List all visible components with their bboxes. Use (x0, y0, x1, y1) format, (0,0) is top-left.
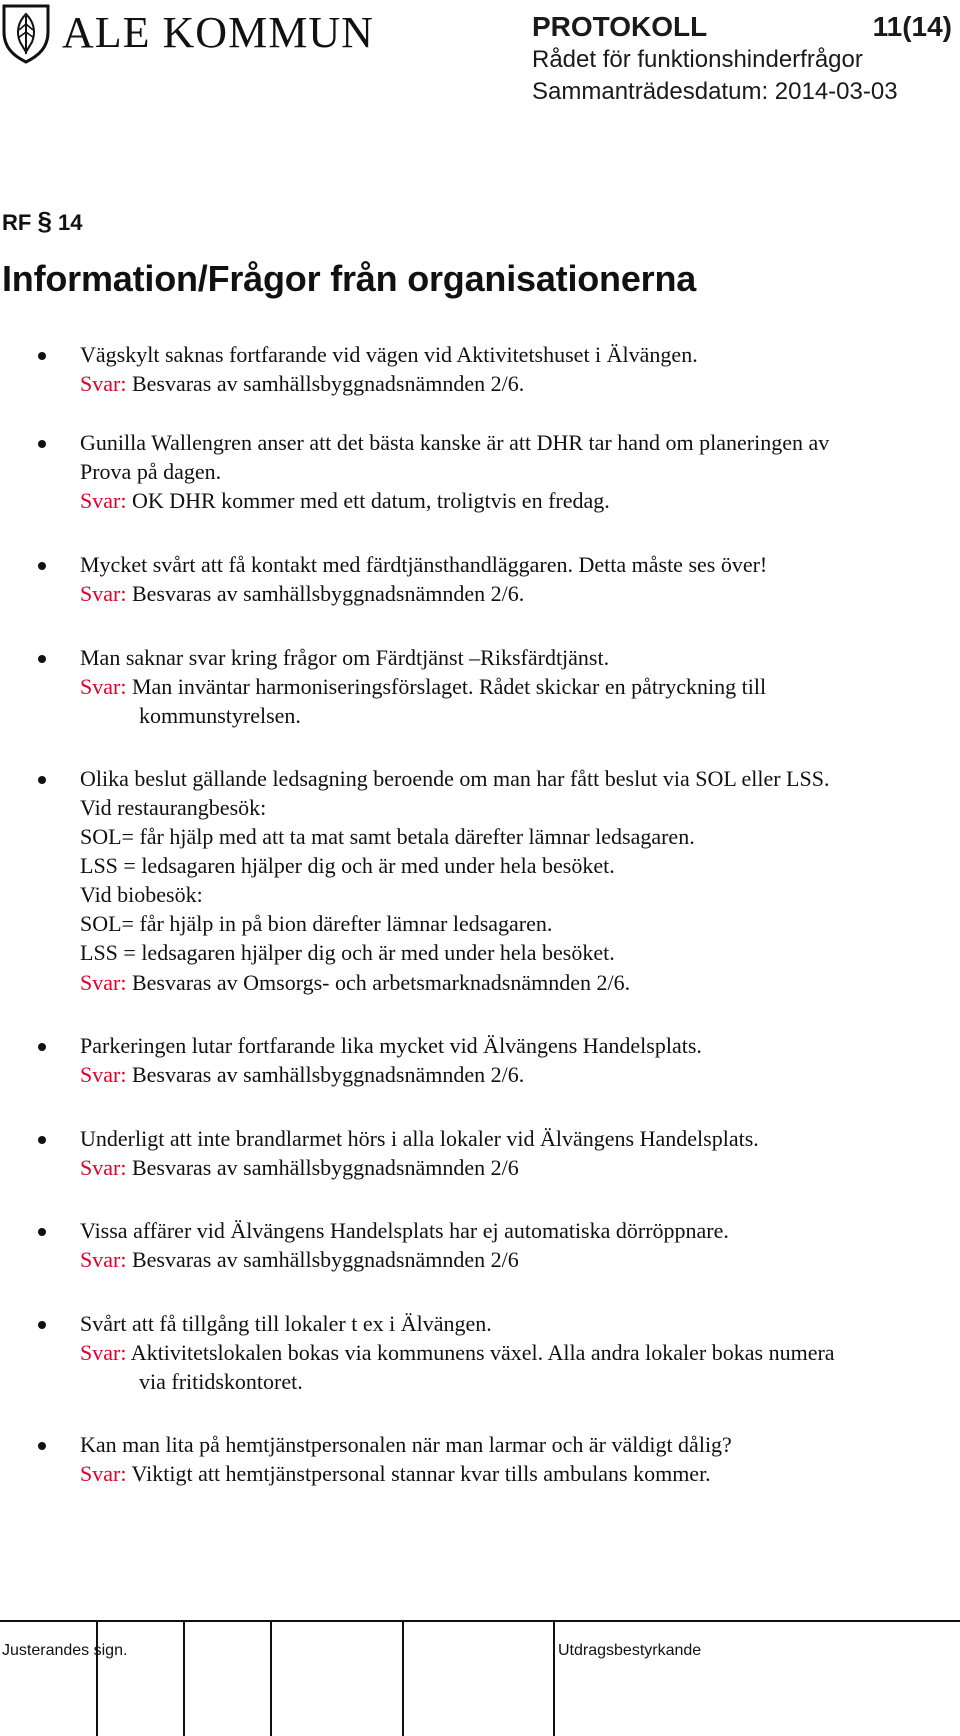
answer-label: Svar: (80, 1340, 127, 1365)
question-text: Vägskylt saknas fortfarande vid vägen vid Aktivitetshuset i Älvängen. (80, 342, 698, 367)
answer-label: Svar: (80, 1247, 127, 1272)
bullet-icon (38, 1321, 46, 1329)
answer-line (80, 579, 524, 609)
footer-divider (402, 1620, 404, 1736)
answer-line (80, 1153, 519, 1183)
question-text: Underligt att inte brandlarmet hörs i alla lokaler vid Älvängens Handelsplats. (80, 1126, 759, 1151)
answer-text: Besvaras av samhällsbyggnadsnämnden 2/6 (126, 1155, 519, 1180)
question-text: Svårt att få tillgång till lokaler t ex i Älvängen. (80, 1311, 492, 1336)
footer-divider (96, 1620, 98, 1736)
answer-text: Besvaras av samhällsbyggnadsnämnden 2/6. (126, 1062, 525, 1087)
answer-text: via fritidskontoret. (139, 1369, 303, 1394)
logo-text: ALE KOMMUN (62, 8, 374, 57)
question-text: SOL= får hjälp med att ta mat samt betala därefter lämnar ledsagaren. (80, 824, 695, 849)
bullet-icon (38, 1228, 46, 1236)
answer-label: Svar: (80, 1461, 127, 1486)
municipality-logo (0, 2, 374, 64)
section-number (2, 206, 83, 237)
question-text: Mycket svårt att få kontakt med färdtjänsthandläggaren. Detta måste ses över! (80, 552, 768, 577)
answer-text: kommunstyrelsen. (139, 703, 301, 728)
answer-text: Besvaras av Omsorgs- och arbetsmarknadsnämnden 2/6. (126, 970, 631, 995)
question-text: Parkeringen lutar fortfarande lika mycket vid Älvängens Handelsplats. (80, 1033, 702, 1058)
answer-line (80, 672, 766, 702)
answer-line (80, 1245, 519, 1275)
section-symbol: § (37, 206, 52, 236)
footer-divider (183, 1620, 185, 1736)
question-text: Prova på dagen. (80, 459, 222, 484)
footer-divider (0, 1620, 960, 1622)
footer-divider (553, 1620, 555, 1736)
question-text: SOL= får hjälp in på bion därefter lämnar ledsagaren. (80, 911, 553, 936)
page-number: 11(14) (872, 11, 952, 42)
answer-text: Viktigt att hemtjänstpersonal stannar kvar tills ambulans kommer. (126, 1461, 711, 1486)
bullet-icon (38, 1043, 46, 1051)
document-type: PROTOKOLL (532, 11, 708, 42)
page-title: Information/Frågor från organisationerna (2, 258, 697, 299)
meeting-date: Sammanträdesdatum: 2014-03-03 (532, 78, 898, 105)
justerandes-sign-label: Justerandes sign. (2, 1642, 128, 1659)
question-text: LSS = ledsagaren hjälper dig och är med under hela besöket. (80, 853, 615, 878)
signature-footer (0, 1620, 960, 1736)
question-text: Kan man lita på hemtjänstpersonalen när man larmar och är väldigt dålig? (80, 1432, 732, 1457)
bullet-icon (38, 776, 46, 784)
answer-text: Man inväntar harmoniseringsförslaget. Rådet skickar en påtryckning till (126, 674, 767, 699)
question-text: Man saknar svar kring frågor om Färdtjänst –Riksfärdtjänst. (80, 645, 610, 670)
answer-line (80, 968, 630, 998)
bullet-icon (38, 1136, 46, 1144)
answer-line (80, 369, 524, 399)
coat-of-arms-icon (0, 2, 52, 64)
answer-label: Svar: (80, 581, 127, 606)
answer-label: Svar: (80, 488, 127, 513)
bullet-icon (38, 440, 46, 448)
answer-label: Svar: (80, 674, 127, 699)
footer-divider (270, 1620, 272, 1736)
question-text: Vid biobesök: (80, 882, 203, 907)
answer-line (80, 486, 610, 516)
question-text: Gunilla Wallengren anser att det bästa kanske är att DHR tar hand om planeringen av (80, 430, 830, 455)
answer-line (80, 1338, 835, 1368)
answer-text: OK DHR kommer med ett datum, troligtvis en fredag. (126, 488, 610, 513)
answer-text: Aktivitetslokalen bokas via kommunens växel. Alla andra lokaler bokas numera (126, 1340, 835, 1365)
section-number-value: 14 (58, 210, 83, 235)
question-text: Vissa affärer vid Älvängens Handelsplats har ej automatiska dörröppnare. (80, 1218, 729, 1243)
question-text: LSS = ledsagaren hjälper dig och är med under hela besöket. (80, 940, 615, 965)
section-prefix: RF (2, 210, 32, 235)
answer-text: Besvaras av samhällsbyggnadsnämnden 2/6 (126, 1247, 519, 1272)
answer-text: Besvaras av samhällsbyggnadsnämnden 2/6. (126, 581, 525, 606)
answer-line (80, 1459, 711, 1489)
bullet-icon (38, 562, 46, 570)
utdragsbestyrkande-label: Utdragsbestyrkande (558, 1642, 702, 1659)
answer-label: Svar: (80, 1155, 127, 1180)
bullet-icon (38, 1442, 46, 1450)
question-text: Vid restaurangbesök: (80, 795, 267, 820)
answer-text: Besvaras av samhällsbyggnadsnämnden 2/6. (126, 371, 525, 396)
answer-label: Svar: (80, 1062, 127, 1087)
council-name: Rådet för funktionshinderfrågor (532, 46, 863, 73)
bullet-icon (38, 655, 46, 663)
answer-label: Svar: (80, 371, 127, 396)
answer-label: Svar: (80, 970, 127, 995)
question-text: Olika beslut gällande ledsagning beroende om man har fått beslut via SOL eller LSS. (80, 766, 830, 791)
answer-line (80, 1060, 524, 1090)
bullet-icon (38, 352, 46, 360)
protocol-header (532, 10, 952, 108)
